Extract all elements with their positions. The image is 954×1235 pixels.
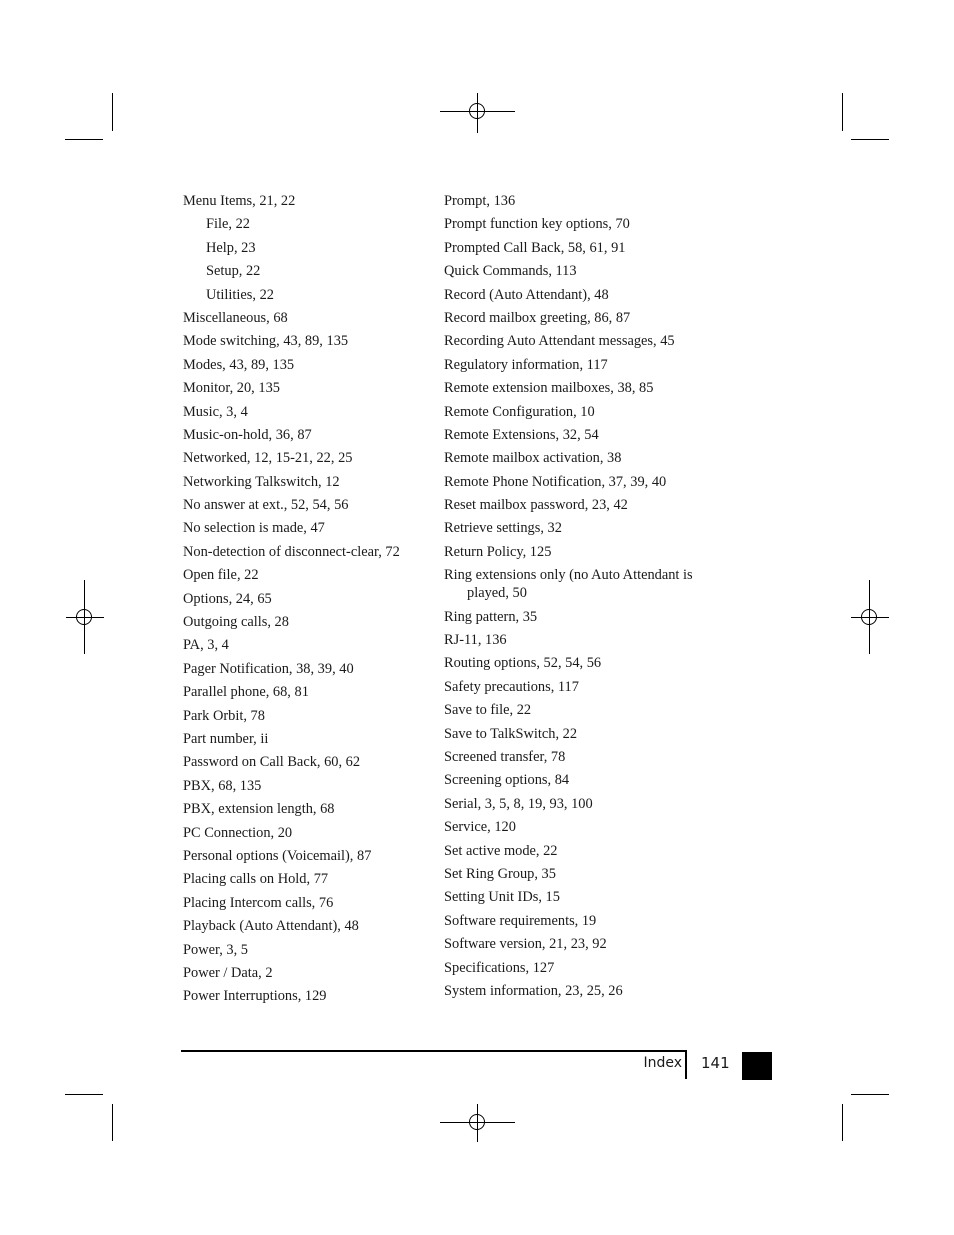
crop-mark-top-right-horizontal [851,139,889,140]
index-entry: PBX, extension length, 68 [183,801,335,818]
crop-mark-top-left-horizontal [65,139,103,140]
index-entry: Retrieve settings, 32 [444,520,562,537]
index-entry: Pager Notification, 38, 39, 40 [183,660,354,677]
index-entry: Software version, 21, 23, 92 [444,936,607,953]
index-entry: Networked, 12, 15-21, 22, 25 [183,450,353,467]
index-entry: Modes, 43, 89, 135 [183,356,295,373]
index-entry: Remote Extensions, 32, 54 [444,426,599,443]
index-column-right [444,192,694,1005]
index-entry: Non-detection of disconnect-clear, 72 [183,543,400,560]
index-entry: Placing Intercom calls, 76 [183,894,334,911]
index-entry: Power / Data, 2 [183,964,273,981]
crop-mark-top-left-vertical [112,93,113,131]
index-entry: Menu Items, 21, 22 [183,193,296,209]
index-entry: Screened transfer, 78 [444,748,566,765]
index-subentry: Help, 23 [206,239,256,256]
index-entry: Personal options (Voicemail), 87 [183,847,372,864]
index-entry: Open file, 22 [183,567,259,584]
index-entry: Monitor, 20, 135 [183,380,280,397]
index-entry: Ring pattern, 35 [444,608,538,625]
index-entry: Save to TalkSwitch, 22 [444,725,578,742]
index-entry: RJ-11, 136 [444,632,507,649]
index-entry: Reset mailbox password, 23, 42 [444,497,628,514]
footer-rule [181,1050,686,1052]
index-entry: Record mailbox greeting, 86, 87 [444,309,631,326]
index-entry: PBX, 68, 135 [183,777,262,794]
index-entry: Prompt function key options, 70 [444,216,630,233]
index-entry: Software requirements, 19 [444,912,597,929]
page-number: 141 [701,1054,730,1072]
index-entry: Serial, 3, 5, 8, 19, 93, 100 [444,795,593,812]
index-entry: Routing options, 52, 54, 56 [444,655,602,672]
index-entry: Networking Talkswitch, 12 [183,473,340,490]
index-entry: Miscellaneous, 68 [183,309,288,326]
index-entry: Parallel phone, 68, 81 [183,684,309,701]
index-entry: Options, 24, 65 [183,590,272,607]
index-entry: Remote Configuration, 10 [444,403,595,420]
index-entry: Save to file, 22 [444,702,532,719]
index-entry: Mode switching, 43, 89, 135 [183,333,349,350]
index-entry: Setting Unit IDs, 15 [444,889,560,906]
crop-mark-bottom-left-vertical [112,1104,113,1141]
index-entry: Quick Commands, 113 [444,263,577,280]
index-entry: Remote mailbox activation, 38 [444,450,622,467]
index-entry: Service, 120 [444,819,516,836]
index-entry: Screening options, 84 [444,772,570,789]
index-subentry: File, 22 [206,216,250,233]
crop-mark-bottom-left-horizontal [65,1094,103,1095]
index-entry: Part number, ii [183,730,269,747]
index-entry: Remote extension mailboxes, 38, 85 [444,380,654,397]
index-subentry: Setup, 22 [206,263,261,280]
index-entry: Power, 3, 5 [183,941,248,958]
index-column-left [183,192,423,1011]
footer-divider [685,1050,687,1079]
index-entry: Prompted Call Back, 58, 61, 91 [444,239,626,256]
crop-mark-bottom-right-horizontal [851,1094,889,1095]
index-entry: Prompt, 136 [444,193,516,209]
index-entry: Recording Auto Attendant messages, 45 [444,333,675,350]
index-entry: Park Orbit, 78 [183,707,265,724]
footer-section-label: Index [643,1055,682,1071]
index-subentry: Utilities, 22 [206,286,274,303]
index-entry: Power Interruptions, 129 [183,988,327,1005]
index-entry: Ring extensions only (no Auto Attendant is played, 50 [444,567,693,602]
index-entry: Regulatory information, 117 [444,356,608,373]
index-entry: Return Policy, 125 [444,543,552,560]
index-entry: No selection is made, 47 [183,520,325,537]
index-entry: Record (Auto Attendant), 48 [444,286,609,303]
index-entry: Safety precautions, 117 [444,678,579,695]
index-entry: Set active mode, 22 [444,842,558,859]
thumb-tab [742,1052,772,1080]
index-entry: PA, 3, 4 [183,637,229,654]
index-entry: Music-on-hold, 36, 87 [183,426,312,443]
index-entry: PC Connection, 20 [183,824,293,841]
index-entry: Set Ring Group, 35 [444,865,556,882]
index-entry: Music, 3, 4 [183,403,248,420]
crop-mark-top-right-vertical [842,93,843,131]
index-entry: No answer at ext., 52, 54, 56 [183,497,349,514]
index-entry: Password on Call Back, 60, 62 [183,754,361,771]
index-entry: Specifications, 127 [444,959,555,976]
index-entry: Remote Phone Notification, 37, 39, 40 [444,473,667,490]
index-entry: Outgoing calls, 28 [183,614,289,631]
index-entry: Playback (Auto Attendant), 48 [183,918,359,935]
index-entry: Placing calls on Hold, 77 [183,871,329,888]
crop-mark-bottom-right-vertical [842,1104,843,1141]
index-entry: System information, 23, 25, 26 [444,982,623,999]
